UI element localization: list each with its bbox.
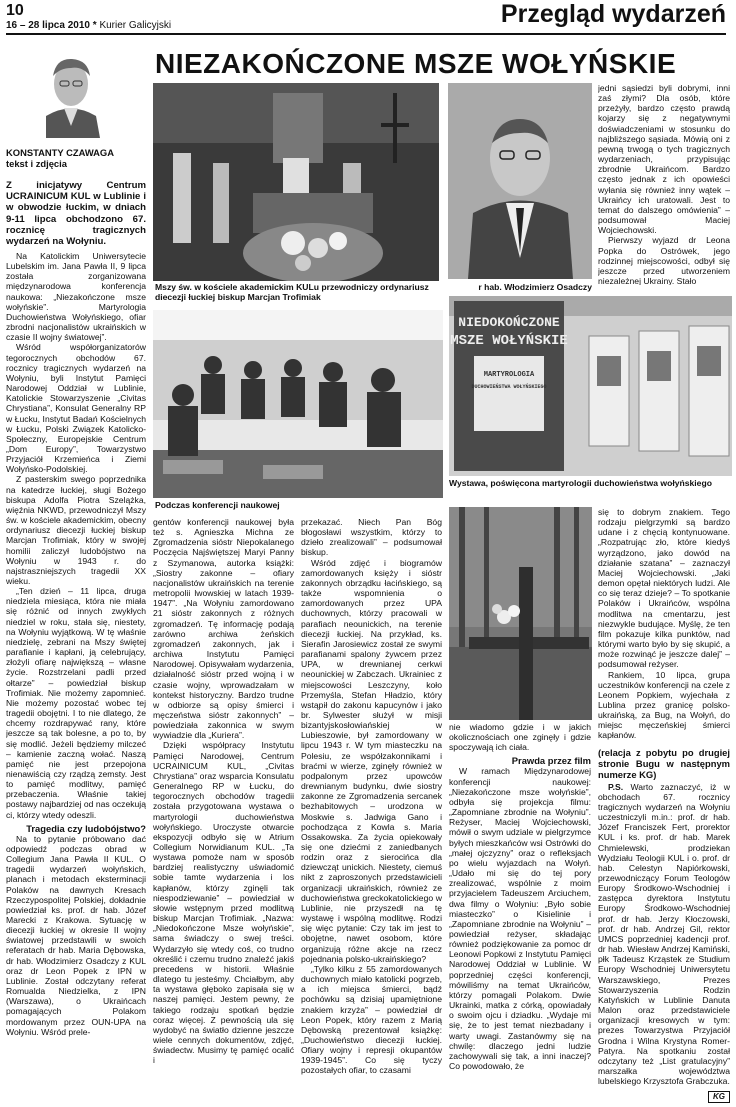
subheading-tragedy: Tragedia czy ludobójstwo? bbox=[26, 822, 146, 834]
paragraph: Z pasterskim swego poprzednika na katedrze łuckiej, sługi Bożego biskupa Adolfa Piotra Szelążka, więźnia NKWD, przewodniczył Mszy św. w kościele akademickim, obecny ordynariusz diecezji łuckiej biskup Marcjan Trofimiak, który w swojej homilii zaliczył ludobójstwo na Wołyniu w 1943 r. do najstraszniejszych tragedii XX wieku. bbox=[6, 474, 146, 586]
paragraph: się to dobrym znakiem. Tego rodzaju pielgrzymki są bardzo udane i z chęcią kontynuowane. „Rozpatrując zło, które kiedyś wyrządzono, jako dowód na działanie szatana” – zaznaczył Maciej Wojciechowski. „Jaki demon opętał niektórych ludzi. Ale co się teraz dzieje? – To spotkanie Polaków i Ukraińców, wspólna modlitwa na cmentarzu, jest niezwykle budujące. Myślę, że ten film pokazuje kilka punktów, nad którymi warto było by się skupić, a może rozwinąć je jeszcze dalej” – podsumował reżyser. bbox=[598, 507, 730, 670]
paragraph: Na Katolickim Uniwersytecie Lubelskim im. Jana Pawła II, 9 lipca została zorganizowana międzynarodowa konferencja naukowa: „Niezakończone msze wołyńskie”. Martyrologia Duchowieństwa Wołyńskiego, ofiar zbrodni nacjonalistów ukraińskich w czasie II wojny światowej”. bbox=[6, 251, 146, 343]
text-column-2 bbox=[153, 517, 294, 1103]
issue-date-line bbox=[6, 20, 171, 31]
photo-wooden-cross bbox=[449, 507, 592, 720]
text-column-5-top bbox=[598, 83, 730, 285]
caption-church: Mszy św. w kościele akademickim KULu przewodniczy ordynariusz diecezji łuckiej biskup Marcjan Trofimiak bbox=[155, 282, 429, 302]
poster-title-1: NIEDOKOŃCZONE bbox=[458, 315, 560, 330]
postscript bbox=[598, 782, 730, 1087]
author-name: KONSTANTY CZAWAGA bbox=[6, 147, 114, 158]
section-title: Przegląd wydarzeń bbox=[500, 0, 726, 28]
paragraph: W ramach Międzynarodowej konferencji naukowej: „Niezakończone msze wołyńskie”, odbyła się projekcja filmu: „Zapomniane zbrodnie na Wołyniu”. Reżyser, Maciej Wojciechowski, mówił o swym udziale w pielgrzymce byłych mieszkańców wsi Ostrówki do „małej ojczyzny” oraz o refleksjach po wielu wyjazdach na Wołyń. „Udało mi się do tej pory zrealizować, wspólnie z moim przyjacielem Tadeuszem Arciuchem, dwa filmy o Wołyniu: „Było sobie miasteczko” o Kisielinie i „Zapomniane zbrodnie na Wołyniu” – powiedział reżyser, składając również podziękowanie za pomoc dr Leonowi Popkowi z Instytutu Pamięci Narodowej Oddział w Lublinie. W poprzedniej części konferencji, mówiliśmy na temat Ukraińców, którzy pomagali Polakom. Dwie Ukrainki, matka z córką, opowiadały o swoim ojcu i dziadku. „Wydaje mi się, że to jest temat niezbadany i warty uwagi. Zastanówmy się na chwilę: dlaczego jedni ludzie zachowywali się tak, a inni inaczej? Co powodowało, że bbox=[449, 766, 591, 1071]
paragraph: przekazać. Niech Pan Bóg błogosławi wszystkim, którzy to dzieło zrealizowali” – podsumował biskup. bbox=[301, 517, 442, 558]
publication-name: Kurier Galicyjski bbox=[99, 20, 172, 31]
article-headline: NIEZAKOŃCZONE MSZE WOŁYŃSKIE bbox=[155, 48, 677, 79]
poster-subtitle-2: DUCHOWIEŃSTWA WOŁYŃSKIEGO bbox=[471, 384, 547, 390]
paragraph: Rankiem, 10 lipca, grupa uczestników konferencji na czele z Leonem Popkiem, wyjechała z Lublina przez granicę polsko-ukraińską, za Bug, na Wołyń, do miejsc męczeńskiej śmierci kapłanów. bbox=[598, 669, 730, 741]
paragraph: Dzięki współpracy Instytutu Pamięci Narodowej, Centrum UCRAINICUM KUL, „Civitas Chrystiana” oraz wsparcia Konsulatu Generalnego RP w Łucku, do tegorocznych obchodów tragedii została przygotowana wystawa o martyrologii duchowieństwa wołyńskiego. Uroczyste otwarcie ekspozycji odbyło się w Atrium Collegium Norwidianum KUL. „Ta wystawa pomoże nam w sposób bardziej realistyczny uświadomić sobie tamte wydarzenia i los kapłanów, którzy zginęli tak niespodziewanie” – powiedział w słowie wstępnym przed modlitwą biskup Marcjan Trofimiak. „Nazwa: „Niedokończone Msze wołyńskie”, sama świadczy o swej treści. Wydarzyło się wtedy coś, co trudno określić i czemu trudno znaleźć jakiś precedens w historii. Właśnie dlatego tu jesteśmy. Chciałbym, aby ta wystawa głęboko zapisała się w naszej pamięci. Jestem pewny, że takiego rodzaju spotkań będzie coraz więcej. Z pewnością ula się wydobyć na światło dzienne jeszcze wiele cennych dokumentów, zdjęć, świadectw. Musimy tę pamięć ocalić i bbox=[153, 740, 294, 1066]
poster-title-2: MSZE WOŁYŃSKIE bbox=[450, 333, 568, 349]
paragraph: „Tylko kilku z 55 zamordowanych duchownych miało katolicki pogrzeb, a ich miejsca śmierci, bądź pochówku są dzisiaj upamiętnione znakiem krzyża” – powiedział dr Leon Popek, który razem z Marią Dębowską prezentował książkę: „Duchowieństwo diecezji łuckiej. Ofiary wojny i represji okupantów 1939-1945”. Co się tyczy pozostałych ofiar, to czasami bbox=[301, 963, 442, 1076]
text-column-3 bbox=[301, 517, 442, 1103]
paragraph: „Ten dzień – 11 lipca, druga niedziela miesiąca, która nie miała się różnić od innych zwykłych niedziel w roku, stała się, niestety, na Wołyniu wyjątkową. W tę właśnie niedzielę, zebrani na Mszy świętej parafianie i kapłani, ją celebrujący, złożyli ofiarę największą – własne życie. Rozstrzelani padli przed ołtarze” – powiedział biskup Trofimiak. Nie możemy zapomnieć. Nie możemy pozostać wobec tej tragedii obojętni. I to nie dlatego, że chcemy rozdrapywać rany, które jeszcze są tak bolesne, a po to, by się modlić. Jeżeli będziemy milczeć – kamienie zaczną wołać. Naszą pamięć nie jest przepojona nienawiścią czy rządzą zemsty. Jest to pamięć modlitwy, pamięć przebaczenia. Właśnie takiej postawy najbardziej od nas oczekują ci, którzy wtedy odeszli. bbox=[6, 586, 146, 820]
text-column-5 bbox=[598, 507, 730, 1103]
text-column-4 bbox=[449, 722, 591, 1103]
paragraph: jedni sąsiedzi byli dobrymi, inni zaś złymi? Dla osób, które przeżyły, bardzo często prawdą kojarzy się z negatywnymi doświadczeniami w stosunku do najbliższego sąsiada. Mówią oni z pewną trwogą o tych tragicznych wydarzeniach, przypisując zbrodnie Ukraińcom. Bardzo często jednak z ich opowieści wyłania się również inny wątek – Ukraińcy ich uratowali. Jest to temat do dalszego omówienia” – podsumował Maciej Wojciechowski. bbox=[598, 83, 730, 236]
page-number: 10 bbox=[6, 2, 24, 19]
header-divider bbox=[6, 33, 726, 35]
ps-text: Warto zaznaczyć, iż w obchodach 67. rocznicy tragicznych wydarzeń na Wołyniu uczestniczyli m.in.: prof. dr hab. Józef Franciszek Fert, prorektor KUL i ks. prof. dr hab. Marek Chmielewski, prodziekan Wydziału Teologii KUL i o. prof. dr hab. Celestyn Napiórkowski, przewodniczący Forum Teologów Europy Środkowo-Wschodniej i zastępca dyrektora Instytutu Europy Środkowo-Wschodniej prof. dr hab. Jerzy Kłoczowski, prof. dr hab. Andrzej Gil, rektor UMCS poprzedniej kadencji prof. dr hab. Wiesław Andrzej Kamiński, płk Tadeusz Krząstek ze Studium Europy Wschodniej Uniwersytetu Warszawskiego, Prezes Stowarzyszenia Rodzin Katyńskich w Lublinie Danuta Malon oraz przedstawiciele organizacji kresowych w tym: prezes Towarzystwa Przyjaciół Grodna i Wilna Krystyna Romer-Patyra. Na spotkaniu został odczytany też „List gratulacyjny” marszałka województwa lubelskiego Krzysztofa Grabczuka. bbox=[598, 781, 730, 1087]
paragraph: Wśród zdjęć i biogramów zamordowanych księży i sióstr zakonnych obrządku łacińskiego, są także wspomnienia o zamordowanych przez UPA duchownych, którzy pracowali w parafiach neounickich, na terenie diecezji łuckiej. Na przykład, ks. Sierafin Jarosiewicz został ze swymi parafianami spalony żywcem przez UPA, w drewnianej cerkwi neounickiej w Zabczach. Ukrainiec z miejscowości Leszczyny, koło Przemyśla, Stefan Hładzio, który wstąpił do zakonu kapucynów i jako br. Sylwester służył w misji bizantyjskosłowiańskiej w Lubieszowie, był zamordowany w lipcu 1943 r. W tym miasteczku na Polesiu, ze współzakonnikami i braćmi w wierze, zginęły również w podpalonym przez upowców drewnianym budynku, dwie siostry zakonne ze Zgromadzenia sercanek bezhabitowych – urodzona w Moskwie s. Jadwiga Gano i pochodząca z Kowla s. Maria Ossakowska. Za życia opiekowały się one dziećmi z zaniedbanych rodzin oraz z sierocińca dla dziewcząt unickich. Niestety, ciemuś nikt z zaproszonych przedstawicieli organizacji ukraińskich, również ze duchowieństwa greckokatolickiego w Lublinie, nie przyszedł na tę wystawę i wspólną modlitwę. Rodzi się więc pytanie: Czy tak im jest to obojętne, nawet osobom, które organizują różne akcje na rzecz pojednania polsko-ukraińskiego? bbox=[301, 557, 442, 964]
author-byline bbox=[6, 147, 146, 169]
photo-church-mass bbox=[153, 83, 439, 281]
photo-exhibition bbox=[449, 296, 732, 476]
caption-exhibition: Wystawa, poświęcona martyrologii duchowieństwa wołyńskiego bbox=[449, 478, 712, 488]
paragraph: Pierwszy wyjazd dr Leona Popka do Ostrówek, jego rodzinnej miejscowości, odbył się jeszcze przed utworzeniem niezależnej Ukrainy. Stało bbox=[598, 235, 730, 285]
author-portrait bbox=[16, 46, 126, 138]
paragraph: nie wiadomo gdzie i w jakich okolicznościach one zginęły i gdzie spoczywają ich ciała. bbox=[449, 722, 591, 753]
continued-note: (relacja z pobytu po drugiej stronie Bugu w następnym numerze KG) bbox=[598, 746, 730, 780]
paragraph: Wśród współorganizatorów tegorocznych obchodów 67. rocznicy tragicznych wydarzeń na Wołyniu, byli Instytut Pamięci Narodowej Oddział w Lublinie, Katolickie Stowarzyszenie „Civitas Chrystiana”, Konsulat Generalny RP w Łucku, Instytut Badań Kościelnych w Łucku, Polski Związek Katolicko-Społeczny, Europejskie Centrum „Dom Europy”, Towarzystwo Przyjaciół Krzemieńca i Ziemi Wołyńsko-Podolskiej. bbox=[6, 342, 146, 475]
caption-man: r hab. Włodzimierz Osadczy bbox=[478, 282, 592, 292]
paragraph: Na to pytanie próbowano dać odpowiedź podczas obrad w Collegium Jana Pawła II KUL. O tragedii wydarzeń wołyńskich, planach i metodach eksterminacji Polaków na dawnych Kresach Rzeczypospolitej Polskiej, dokładnie powiedział ks. prof. dr hab. Józef Marecki z Krakowa. Sytuację w diecezji łuckiej w okresie II wojny światowej przedstawili w swoich referatach dr hab. Maria Dębowska, dr hab. Włodzimierz Osadczy z KUL oraz dr Leon Popek z IPN w Lublinie. Został odczytany referat Romualda Niedzielka, z IPN (Warszawa), o Ukraińcach pomagających Polakom mordowanym przez OUN-UPA na Wołyniu. Wśród prele- bbox=[6, 833, 146, 1037]
poster-subtitle-1: MARTYROLOGIA bbox=[483, 371, 535, 379]
text-column-1 bbox=[6, 251, 146, 1103]
subheading-film: Prawda przez film bbox=[511, 755, 591, 767]
paragraph: gentów konferencji naukowej była też s. Agnieszka Michna ze Zgromadzenia sióstr Niepokalanego Poczęcia Najświętszej Maryi Panny z Szymanowa, autorka książki: „Siostry zakonne – ofiary nacjonalistów ukraińskich na terenie metropolii lwowskiej w latach 1939-1947”. „Na Wołyniu zamordowano 21 sióstr zakonnych z różnych zgromadzeń. Tę informację podają zarówno archiwa żeńskich zgromadzeń zakonnych, jak i archiwa Instytutu Pamięci Narodowej. Opisywałam wydarzenia, działalność sióstr przed wojną i w czasie wojny, wprowadzałam w kontekst historyczny. Bardzo trudne w odbiorze są opisy śmierci i męczeństwa sióstr zakonnych” – powiedziała zakonnica w swym wywiadzie dla „Kuriera”. bbox=[153, 517, 294, 741]
caption-conference: Podczas konferencji naukowej bbox=[155, 500, 280, 510]
author-note: tekst i zdjęcia bbox=[6, 158, 67, 169]
issue-date: 16 – 28 lipca 2010 bbox=[6, 20, 90, 31]
photo-wlodzimierz-osadczy bbox=[448, 83, 592, 279]
photo-conference bbox=[153, 310, 443, 498]
article-lead: Z inicjatywy Centrum UCRAINICUM KUL w Lublinie i w obwodzie łuckim, w dniach 9-11 lipca obchodzono 67. rocznicę tragicznych wydarzeń na Wołyniu. bbox=[6, 180, 146, 248]
publication-logo: KG bbox=[708, 1091, 730, 1103]
ps-label: P.S. bbox=[608, 781, 624, 792]
date-separator: * bbox=[92, 20, 97, 31]
